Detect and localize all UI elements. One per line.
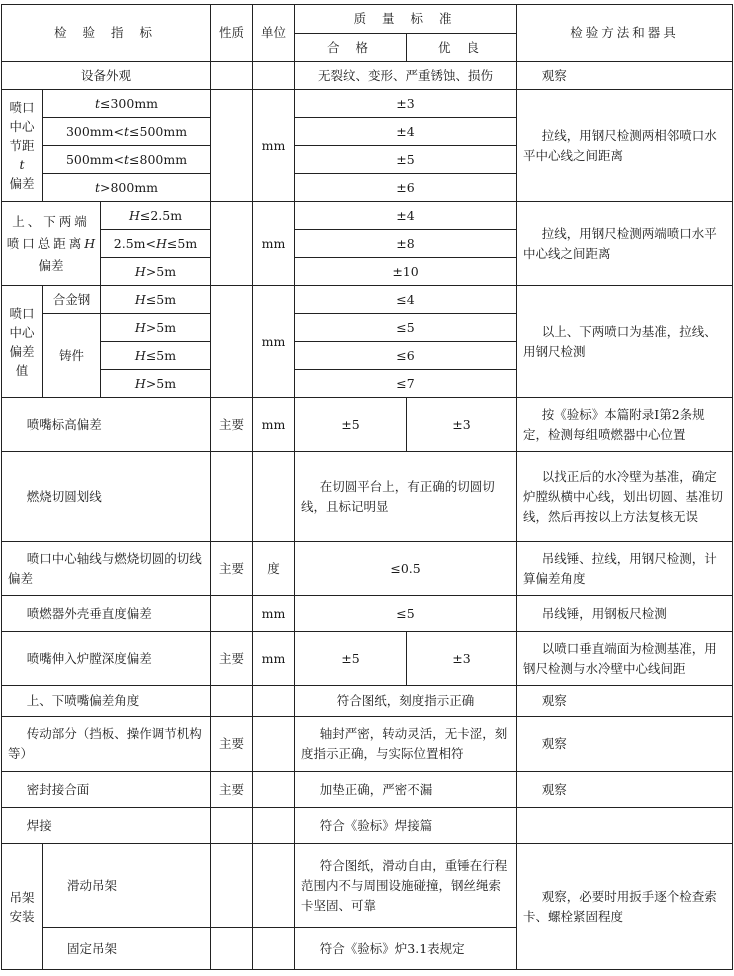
center-deviation-condition: H>5m bbox=[101, 370, 211, 398]
row-welding-name: 焊接 bbox=[2, 808, 211, 844]
row-appearance-method: 观察 bbox=[517, 62, 733, 90]
row-welding-standard: 符合《验标》焊接篇 bbox=[295, 808, 517, 844]
header-method: 检验方法和器具 bbox=[517, 5, 733, 62]
header-qualified: 合 格 bbox=[295, 34, 407, 62]
cell-empty bbox=[253, 772, 295, 808]
center-deviation-method: 以上、下两喷口为基准，拉线、用钢尺检测 bbox=[517, 286, 733, 398]
header-excellent: 优 良 bbox=[407, 34, 517, 62]
center-pitch-condition: t>800mm bbox=[43, 174, 211, 202]
cell-empty bbox=[211, 928, 253, 970]
cell-empty bbox=[253, 844, 295, 928]
row-insertion-depth-nature: 主要 bbox=[211, 632, 253, 686]
group-line: 节距 bbox=[9, 138, 35, 153]
row-nozzle-elevation-excellent: ±3 bbox=[407, 398, 517, 452]
row-seal-surface-nature: 主要 bbox=[211, 772, 253, 808]
total-distance-condition: H>5m bbox=[101, 258, 211, 286]
center-deviation-standard: ≤5 bbox=[295, 314, 517, 342]
total-distance-condition: H≤2.5m bbox=[101, 202, 211, 230]
row-tangent-circle-name: 燃烧切圆划线 bbox=[2, 452, 211, 542]
center-deviation-condition: H>5m bbox=[101, 314, 211, 342]
row-nozzle-angle-name: 上、下喷嘴偏差角度 bbox=[2, 686, 211, 717]
center-deviation-condition: H≤5m bbox=[101, 286, 211, 314]
cell-empty bbox=[211, 686, 253, 717]
total-distance-standard: ±8 bbox=[295, 230, 517, 258]
cell-empty bbox=[253, 928, 295, 970]
center-deviation-standard: ≤7 bbox=[295, 370, 517, 398]
row-seal-surface-method: 观察 bbox=[517, 772, 733, 808]
center-deviation-casting: 铸件 bbox=[43, 314, 101, 398]
cell-empty bbox=[253, 808, 295, 844]
group-line: 喷口 bbox=[9, 100, 35, 115]
group-line: 中心 bbox=[9, 119, 35, 134]
row-axis-tangent-unit: 度 bbox=[253, 542, 295, 596]
row-seal-surface-standard: 加垫正确，严密不漏 bbox=[295, 772, 517, 808]
cell-empty bbox=[211, 844, 253, 928]
center-deviation-group: 喷口 中心 偏差 值 bbox=[2, 286, 43, 398]
cell-empty bbox=[517, 808, 733, 844]
center-pitch-standard: ±6 bbox=[295, 174, 517, 202]
inspection-table bbox=[1, 4, 733, 970]
row-seal-surface-name: 密封接合面 bbox=[2, 772, 211, 808]
total-distance-method: 拉线，用钢尺检测两端喷口水平中心线之间距离 bbox=[517, 202, 733, 286]
cell-empty bbox=[211, 452, 253, 542]
row-transmission-nature: 主要 bbox=[211, 717, 253, 772]
row-insertion-depth-qualified: ±5 bbox=[295, 632, 407, 686]
row-axis-tangent-nature: 主要 bbox=[211, 542, 253, 596]
center-pitch-group bbox=[2, 90, 43, 202]
row-insertion-depth-unit: mm bbox=[253, 632, 295, 686]
row-appearance-name: 设备外观 bbox=[2, 62, 211, 90]
cell-empty bbox=[211, 90, 253, 202]
hanger-sliding: 滑动吊架 bbox=[43, 844, 211, 928]
hanger-method: 观察，必要时用扳手逐个检查索卡、螺栓紧固程度 bbox=[517, 844, 733, 970]
center-pitch-condition: t≤300mm bbox=[43, 90, 211, 118]
center-deviation-alloy: 合金钢 bbox=[43, 286, 101, 314]
center-pitch-condition: 500mm<t≤800mm bbox=[43, 146, 211, 174]
row-nozzle-elevation-nature: 主要 bbox=[211, 398, 253, 452]
row-tangent-circle-standard: 在切圆平台上，有正确的切圆切线，且标记明显 bbox=[295, 452, 517, 542]
center-pitch-standard: ±3 bbox=[295, 90, 517, 118]
row-nozzle-angle-method: 观察 bbox=[517, 686, 733, 717]
group-line: t bbox=[19, 157, 25, 172]
total-distance-unit: mm bbox=[253, 202, 295, 286]
center-pitch-standard: ±5 bbox=[295, 146, 517, 174]
cell-empty bbox=[211, 286, 253, 398]
total-distance-standard: ±4 bbox=[295, 202, 517, 230]
cell-empty bbox=[211, 62, 253, 90]
cell-empty bbox=[211, 808, 253, 844]
row-appearance-standard: 无裂纹、变形、严重锈蚀、损伤 bbox=[295, 62, 517, 90]
row-axis-tangent-standard: ≤0.5 bbox=[295, 542, 517, 596]
hanger-group: 吊架 安装 bbox=[2, 844, 43, 970]
header-unit: 单位 bbox=[253, 5, 295, 62]
total-distance-condition: 2.5m<H≤5m bbox=[101, 230, 211, 258]
cell-empty bbox=[211, 596, 253, 632]
total-distance-standard: ±10 bbox=[295, 258, 517, 286]
row-axis-tangent-name: 喷口中心轴线与燃烧切圆的切线偏差 bbox=[2, 542, 211, 596]
center-deviation-unit: mm bbox=[253, 286, 295, 398]
center-deviation-condition: H≤5m bbox=[101, 342, 211, 370]
row-insertion-depth-name: 喷嘴伸入炉膛深度偏差 bbox=[2, 632, 211, 686]
hanger-sliding-standard: 符合图纸，滑动自由，重锤在行程范围内不与周围设施碰撞，钢丝绳索卡坚固、可靠 bbox=[295, 844, 517, 928]
row-insertion-depth-method: 以喷口垂直端面为检测基准，用钢尺检测与水冷壁中心线间距 bbox=[517, 632, 733, 686]
center-pitch-method: 拉线，用钢尺检测两相邻喷口水平中心线之间距离 bbox=[517, 90, 733, 202]
cell-empty bbox=[253, 62, 295, 90]
row-transmission-name: 传动部分（挡板、操作调节机构等） bbox=[2, 717, 211, 772]
row-shell-vertical-name: 喷燃器外壳垂直度偏差 bbox=[2, 596, 211, 632]
center-pitch-unit: mm bbox=[253, 90, 295, 202]
row-shell-vertical-method: 吊线锤，用钢板尺检测 bbox=[517, 596, 733, 632]
group-line: 偏差 bbox=[9, 176, 35, 191]
cell-empty bbox=[253, 452, 295, 542]
row-nozzle-elevation-qualified: ±5 bbox=[295, 398, 407, 452]
center-pitch-condition: 300mm<t≤500mm bbox=[43, 118, 211, 146]
hanger-fixed: 固定吊架 bbox=[43, 928, 211, 970]
row-nozzle-elevation-unit: mm bbox=[253, 398, 295, 452]
row-nozzle-angle-standard: 符合图纸，刻度指示正确 bbox=[295, 686, 517, 717]
cell-empty bbox=[211, 202, 253, 286]
header-indicator: 检 验 指 标 bbox=[2, 5, 211, 62]
row-transmission-method: 观察 bbox=[517, 717, 733, 772]
hanger-fixed-standard: 符合《验标》炉3.1表规定 bbox=[295, 928, 517, 970]
total-distance-group: 上、下两端喷口总距离H偏差 bbox=[2, 202, 101, 286]
center-deviation-standard: ≤6 bbox=[295, 342, 517, 370]
row-shell-vertical-standard: ≤5 bbox=[295, 596, 517, 632]
row-tangent-circle-method: 以找正后的水冷壁为基准，确定炉膛纵横中心线，划出切圆、基准切线，然后再按以上方法复核无误 bbox=[517, 452, 733, 542]
center-pitch-standard: ±4 bbox=[295, 118, 517, 146]
row-transmission-standard: 轴封严密，转动灵活，无卡涩，刻度指示正确，与实际位置相符 bbox=[295, 717, 517, 772]
row-nozzle-elevation-method: 按《验标》本篇附录Ⅰ第2条规定，检测每组喷燃器中心位置 bbox=[517, 398, 733, 452]
cell-empty bbox=[253, 717, 295, 772]
center-deviation-standard: ≤4 bbox=[295, 286, 517, 314]
cell-empty bbox=[253, 686, 295, 717]
row-axis-tangent-method: 吊线锤、拉线，用钢尺检测，计算偏差角度 bbox=[517, 542, 733, 596]
header-nature: 性质 bbox=[211, 5, 253, 62]
row-insertion-depth-excellent: ±3 bbox=[407, 632, 517, 686]
row-nozzle-elevation-name: 喷嘴标高偏差 bbox=[2, 398, 211, 452]
row-shell-vertical-unit: mm bbox=[253, 596, 295, 632]
header-quality-standard: 质 量 标 准 bbox=[295, 5, 517, 34]
